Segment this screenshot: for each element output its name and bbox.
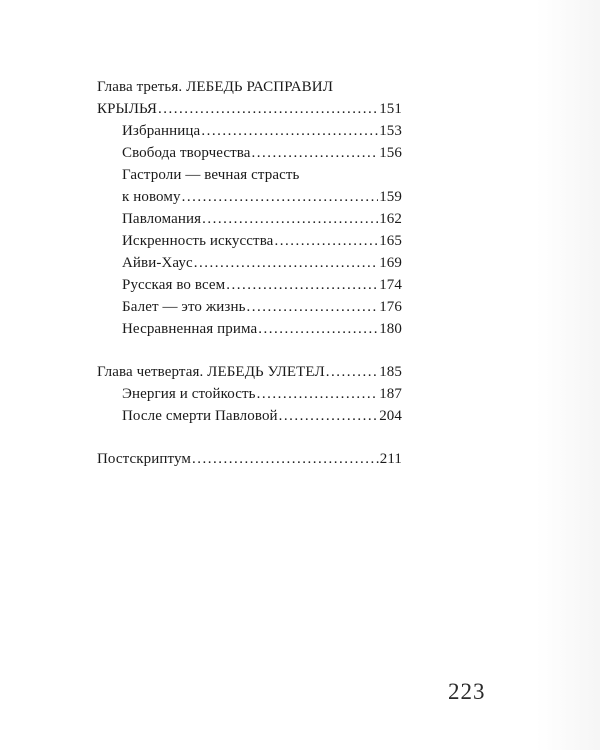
table-of-contents — [97, 76, 402, 470]
toc-entry-title: Айви-Хаус — [122, 255, 193, 271]
toc-entry-balet — [97, 296, 402, 318]
toc-entry-gastroli-line1 — [97, 164, 402, 186]
toc-entry-izbrannitsa — [97, 120, 402, 142]
toc-page-number: 169 — [379, 255, 402, 271]
toc-entry-energiya — [97, 383, 402, 405]
toc-entry-title: После смерти Павловой — [122, 408, 278, 424]
toc-entry-title: Русская во всем — [122, 277, 226, 293]
toc-postscript — [97, 448, 402, 470]
toc-entry-nesravnennaya — [97, 318, 402, 340]
toc-page-number: 176 — [379, 299, 402, 315]
toc-page-number: 187 — [379, 386, 402, 402]
toc-page-number: 165 — [379, 233, 402, 249]
toc-entry-posle-smerti — [97, 405, 402, 427]
toc-entry-title: Энергия и стойкость — [122, 386, 256, 402]
toc-entry-title: Гастроли — вечная страсть — [122, 167, 300, 183]
toc-page-number: 185 — [379, 364, 402, 380]
toc-page-number: 153 — [379, 123, 402, 139]
toc-leader-dots — [258, 318, 378, 340]
toc-leader-dots — [279, 405, 379, 427]
toc-entry-title: Свобода творчества — [122, 145, 251, 161]
toc-leader-dots — [192, 448, 379, 470]
toc-leader-dots — [326, 361, 378, 383]
toc-leader-dots — [257, 383, 379, 405]
toc-page-number: 204 — [379, 408, 402, 424]
section-gap — [97, 340, 402, 361]
toc-page-number: 159 — [379, 189, 402, 205]
section-gap — [97, 427, 402, 448]
toc-entry-title-continuation: к новому — [122, 189, 181, 205]
toc-page-number: 156 — [379, 145, 402, 161]
toc-chapter-3-title-line1: Глава третья. ЛЕБЕДЬ РАСПРАВИЛ — [97, 79, 333, 95]
toc-page-number: 174 — [379, 277, 402, 293]
page-edge-shade — [536, 0, 600, 750]
toc-leader-dots — [226, 274, 378, 296]
toc-leader-dots — [247, 296, 379, 318]
toc-leader-dots — [274, 230, 378, 252]
toc-leader-dots — [252, 142, 379, 164]
toc-page-number: 211 — [379, 451, 402, 467]
toc-entry-pavlomaniya — [97, 208, 402, 230]
toc-entry-russkaya — [97, 274, 402, 296]
toc-page-number: 162 — [379, 211, 402, 227]
toc-leader-dots — [158, 98, 378, 120]
toc-page-number: 180 — [379, 321, 402, 337]
toc-chapter-3-heading — [97, 76, 402, 98]
toc-entry-title: Балет — это жизнь — [122, 299, 246, 315]
page-number: 223 — [448, 679, 486, 704]
toc-entry-title: Павломания — [122, 211, 202, 227]
toc-postscript-title: Постскриптум — [97, 451, 191, 467]
toc-leader-dots — [182, 186, 379, 208]
toc-entry-iskrennost — [97, 230, 402, 252]
toc-leader-dots — [201, 120, 378, 142]
toc-entry-title: Несравненная прима — [122, 321, 258, 337]
toc-entry-title: Искренность искусства — [122, 233, 274, 249]
toc-chapter-3-entry — [97, 98, 402, 120]
toc-chapter-3-title-line2: КРЫЛЬЯ — [97, 101, 158, 117]
toc-chapter-4-title: Глава четвертая. ЛЕБЕДЬ УЛЕТЕЛ — [97, 364, 325, 380]
toc-entry-title: Избранница — [122, 123, 201, 139]
toc-entry-svoboda-tvorchestva — [97, 142, 402, 164]
toc-leader-dots — [194, 252, 378, 274]
toc-entry-gastroli-line2 — [97, 186, 402, 208]
toc-leader-dots — [202, 208, 378, 230]
toc-chapter-4-heading — [97, 361, 402, 383]
toc-page-number: 151 — [379, 101, 402, 117]
toc-entry-aivi-haus — [97, 252, 402, 274]
